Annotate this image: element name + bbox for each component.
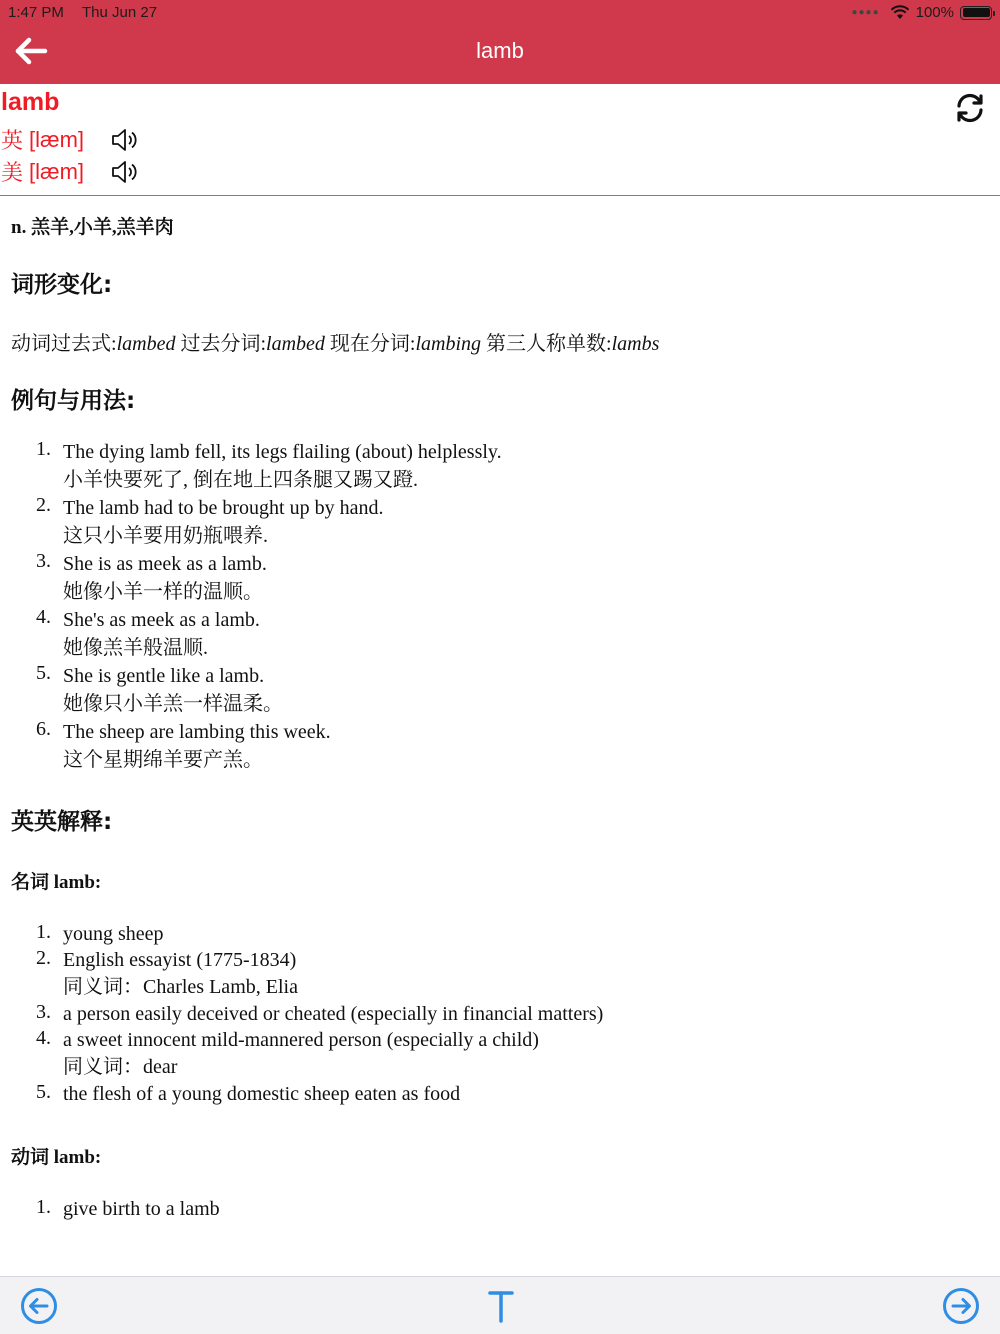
list-item (36, 1027, 603, 1081)
definition-text: give birth to a lamb (63, 1198, 220, 1220)
definition-text: a sweet innocent mild-mannered person (especially a child) (63, 1029, 539, 1051)
item-number: 3. (36, 1001, 51, 1023)
synonyms (63, 1053, 603, 1081)
item-number: 4. (36, 606, 51, 628)
verb-heading: 动词 lamb: (11, 1147, 102, 1168)
list-item (36, 494, 502, 550)
third-label: 第三人称单数: (481, 333, 612, 355)
list-item (36, 1196, 220, 1222)
synonym-label: 同义词： (63, 976, 143, 998)
examples-heading: 例句与用法: (11, 388, 136, 414)
circle-arrow-right-icon (942, 1287, 980, 1325)
signal-dots-icon: ●●●● (851, 7, 880, 18)
synonym-values: dear (143, 1056, 178, 1078)
navigation-bar (0, 0, 1000, 84)
text-size-icon (486, 1287, 516, 1325)
circle-arrow-left-icon (20, 1287, 58, 1325)
item-number: 2. (36, 494, 51, 516)
list-item (36, 438, 502, 494)
item-number: 4. (36, 1027, 51, 1049)
pronunciation-us (1, 156, 84, 187)
noun-definitions-list (36, 921, 603, 1107)
pron-us-phonetic: [læm] (29, 158, 85, 184)
refresh-icon (954, 92, 986, 124)
word-forms (11, 327, 659, 356)
status-right (851, 4, 992, 21)
definition-content[interactable] (0, 198, 1000, 1276)
example-english: She is as meek as a lamb. (63, 553, 267, 575)
basic-meaning: n. 羔羊,小羊,羔羊肉 (11, 217, 174, 238)
list-item (36, 662, 502, 718)
item-number: 5. (36, 662, 51, 684)
speaker-icon (110, 157, 140, 187)
pron-us-label: 美 (1, 160, 24, 185)
next-word-button[interactable] (942, 1287, 980, 1325)
definition-text: English essayist (1775-1834) (63, 949, 297, 971)
example-chinese: 这只小羊要用奶瓶喂养. (63, 525, 268, 547)
item-number: 1. (36, 1196, 51, 1218)
status-bar (0, 0, 1000, 28)
speaker-icon (110, 125, 140, 155)
refresh-button[interactable] (954, 92, 986, 124)
item-number: 3. (36, 550, 51, 572)
word-header (0, 84, 1000, 196)
battery-icon (960, 6, 992, 20)
definition-text: a person easily deceived or cheated (especially in financial matters) (63, 1003, 604, 1025)
headword: lamb (1, 88, 60, 116)
item-number: 1. (36, 921, 51, 943)
pp-form: lambed (266, 333, 325, 355)
status-time: 1:47 PM (8, 4, 64, 21)
list-item (36, 718, 502, 774)
verb-definitions-list (36, 1196, 220, 1222)
synonym-label: 同义词： (63, 1056, 143, 1078)
pronunciation-uk (1, 124, 84, 155)
past-form: lambed (116, 333, 176, 355)
item-number: 5. (36, 1081, 51, 1103)
font-size-button[interactable] (486, 1287, 516, 1325)
example-english: The sheep are lambing this week. (63, 721, 331, 743)
synonyms (63, 973, 603, 1001)
third-form: lambs (611, 333, 660, 355)
example-english: The lamb had to be brought up by hand. (63, 497, 384, 519)
list-item (36, 1001, 603, 1027)
noun-heading: 名词 lamb: (11, 872, 102, 893)
past-label: 动词过去式: (11, 333, 117, 355)
nav-title: lamb (476, 38, 524, 63)
definition-text: the flesh of a young domestic sheep eaten as food (63, 1083, 461, 1105)
pp-label: 过去分词: (175, 333, 267, 355)
example-chinese: 她像羔羊般温顺. (63, 637, 208, 659)
definition-text: young sheep (63, 923, 164, 945)
bottom-toolbar (0, 1276, 1000, 1334)
forms-heading: 词形变化: (11, 272, 113, 298)
example-chinese: 她像小羊一样的温顺。 (63, 581, 263, 603)
item-number: 6. (36, 718, 51, 740)
play-us-audio-button[interactable] (110, 157, 140, 187)
example-english: She is gentle like a lamb. (63, 665, 265, 687)
play-uk-audio-button[interactable] (110, 125, 140, 155)
examples-list (36, 438, 502, 774)
battery-percent: 100% (915, 4, 954, 21)
list-item (36, 606, 502, 662)
list-item (36, 550, 502, 606)
list-item (36, 947, 603, 1001)
example-english: The dying lamb fell, its legs flailing (about) helplessly. (63, 441, 502, 463)
example-chinese: 这个星期绵羊要产羔。 (63, 749, 263, 771)
ing-label: 现在分词: (324, 333, 416, 355)
previous-word-button[interactable] (20, 1287, 58, 1325)
status-date: Thu Jun 27 (82, 4, 158, 21)
list-item (36, 1081, 603, 1107)
ing-form: lambing (415, 333, 482, 355)
example-english: She's as meek as a lamb. (63, 609, 260, 631)
list-item (36, 921, 603, 947)
example-chinese: 小羊快要死了, 倒在地上四条腿又踢又蹬. (63, 469, 418, 491)
pron-uk-phonetic: [læm] (29, 126, 85, 152)
english-definitions-heading: 英英解释: (11, 809, 113, 835)
example-chinese: 她像只小羊羔一样温柔。 (63, 693, 283, 715)
item-number: 2. (36, 947, 51, 969)
pron-uk-label: 英 (1, 128, 24, 153)
synonym-values: Charles Lamb, Elia (143, 976, 298, 998)
wifi-icon (890, 5, 910, 20)
item-number: 1. (36, 438, 51, 460)
